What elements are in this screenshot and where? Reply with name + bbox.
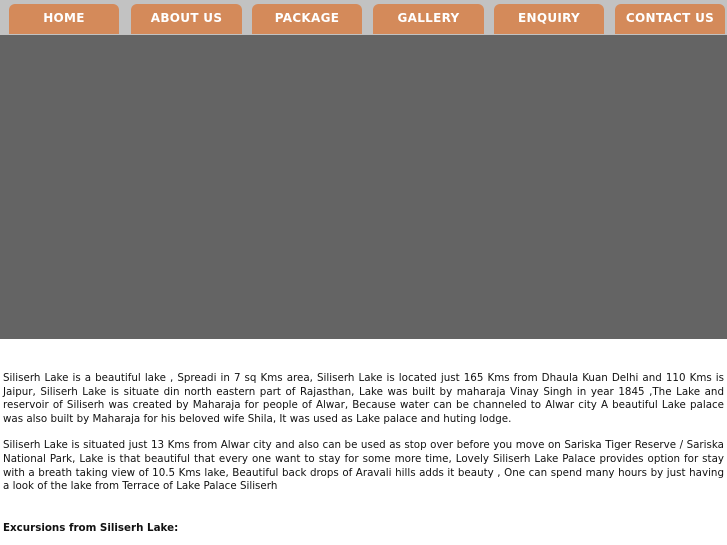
nav-tab-contact-us[interactable]: CONTACT US <box>615 4 725 34</box>
excursions-heading: Excursions from Siliserh Lake: <box>3 521 179 534</box>
main-content <box>3 372 724 535</box>
intro-paragraph: Siliserh Lake is a beautiful lake , Spreadi in 7 sq Kms area, Siliserh Lake is located just 165 Kms from Dhaula Kuan Delhi and 110 Kms is Jaipur, Siliserh Lake is situate din north eastern part of Rajasthan, Lake was built by maharaja Vinay Singh in year 1845 ,The Lake and reservoir of Siliserh was created by Maharaja for people of Alwar, Because water can be channeled to Alwar city A beautiful Lake palace was also built by Maharaja for his beloved wife Shila, It was used as Lake palace and huting lodge. <box>3 372 724 425</box>
nav-tab-home[interactable]: HOME <box>9 4 119 34</box>
top-navigation-bar <box>0 0 727 35</box>
nav-tab-about-us[interactable]: ABOUT US <box>131 4 242 34</box>
nav-tab-gallery[interactable]: GALLERY <box>373 4 484 34</box>
nav-tab-package[interactable]: PACKAGE <box>252 4 362 34</box>
location-paragraph: Siliserh Lake is situated just 13 Kms from Alwar city and also can be used as stop over before you move on Sariska Tiger Reserve / Sariska National Park, Lake is that beautiful that every one want to stay for some more time, Lovely Siliserh Lake Palace provides option for stay with a breath taking view of 10.5 Kms lake, Beautiful back drops of Aravali hills adds it beauty , One can spend many hours by just having a look of the lake from Terrace of Lake Palace Siliserh <box>3 439 724 493</box>
banner-image-placeholder <box>0 35 727 339</box>
nav-tab-enquiry[interactable]: ENQUIRY <box>494 4 604 34</box>
